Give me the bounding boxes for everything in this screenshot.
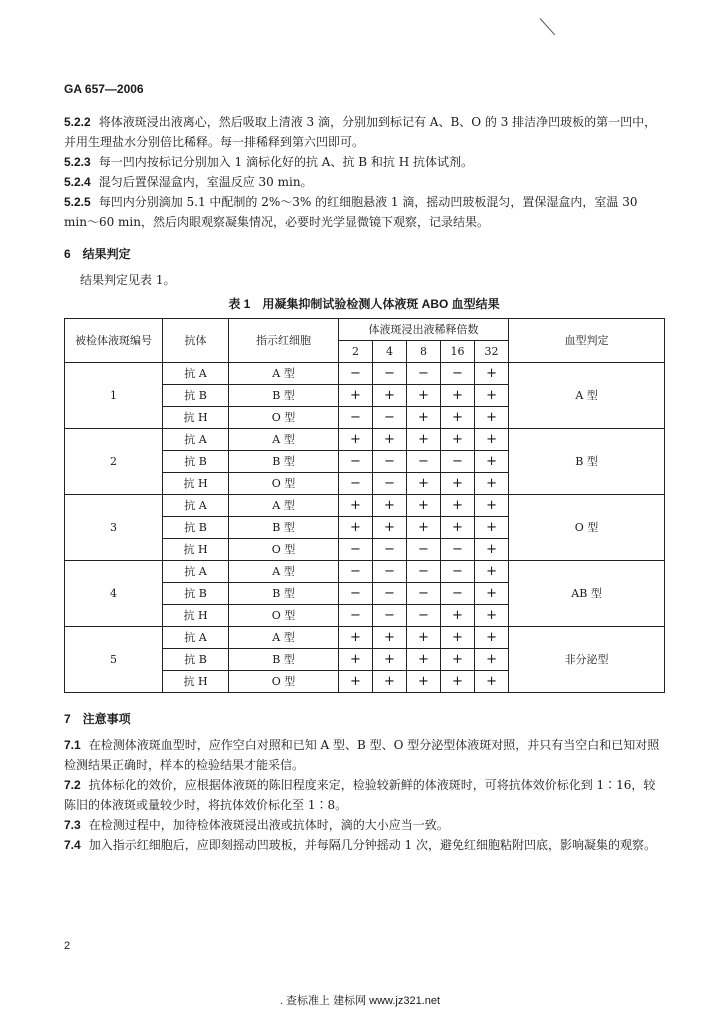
antibody-cell: 抗 H xyxy=(163,605,229,627)
clause-text: 将体液斑浸出液离心，然后吸取上清液 3 滴，分别加到标记有 A、B、O 的 3 排洁净凹玻板的第一凹中，并用生理盐水分别倍比稀释。每一排稀释到第六凹即可。 xyxy=(64,115,657,149)
agglutination-result-cell: + xyxy=(475,407,509,429)
header-sample: 被检体液斑编号 xyxy=(65,319,163,363)
clause-text: 在检测过程中，加待检体液斑浸出液或抗体时，滴的大小应当一致。 xyxy=(88,818,449,832)
clause-number: 5.2.5 xyxy=(64,195,91,209)
clause-number: 5.2.3 xyxy=(64,155,91,169)
header-dilution: 16 xyxy=(441,341,475,363)
table-row xyxy=(65,627,665,649)
agglutination-result-cell: + xyxy=(475,495,509,517)
table-body xyxy=(65,363,665,693)
sample-id-cell: 3 xyxy=(65,495,163,561)
indicator-cell: A 型 xyxy=(229,561,339,583)
clause-number: 7.3 xyxy=(64,818,81,832)
agglutination-result-cell: + xyxy=(339,517,373,539)
agglutination-result-cell: − xyxy=(441,451,475,473)
table-row xyxy=(65,429,665,451)
clause-number: 5.2.4 xyxy=(64,175,91,189)
agglutination-result-cell: − xyxy=(441,561,475,583)
indicator-cell: O 型 xyxy=(229,605,339,627)
blood-type-result-cell: O 型 xyxy=(509,495,665,561)
agglutination-result-cell: − xyxy=(339,561,373,583)
agglutination-result-cell: − xyxy=(339,407,373,429)
header-indicator: 指示红细胞 xyxy=(229,319,339,363)
sample-id-cell: 2 xyxy=(65,429,163,495)
clause-text: 每凹内分别滴加 5.1 中配制的 2%～3% 的红细胞悬液 1 滴，摇动凹玻板混匀，置保湿盒内，室温 30 min～60 min，然后肉眼观察凝集情况，必要时光学显微镜下观察，记录结果。 xyxy=(64,195,638,229)
agglutination-result-cell: + xyxy=(475,363,509,385)
agglutination-result-cell: + xyxy=(475,649,509,671)
clause-7-3 xyxy=(64,815,664,835)
agglutination-result-cell: + xyxy=(339,495,373,517)
agglutination-result-cell: + xyxy=(475,561,509,583)
agglutination-result-cell: − xyxy=(373,451,407,473)
agglutination-result-cell: − xyxy=(373,605,407,627)
antibody-cell: 抗 B xyxy=(163,517,229,539)
clause-5-2-3 xyxy=(64,152,664,172)
header-result: 血型判定 xyxy=(509,319,665,363)
page-content xyxy=(64,112,664,855)
table-row xyxy=(65,495,665,517)
agglutination-result-cell: + xyxy=(373,649,407,671)
agglutination-result-cell: + xyxy=(407,495,441,517)
clause-7-1 xyxy=(64,735,664,775)
agglutination-result-cell: − xyxy=(373,407,407,429)
agglutination-result-cell: − xyxy=(407,363,441,385)
agglutination-result-cell: + xyxy=(441,385,475,407)
table-caption: 表 1 用凝集抑制试验检测人体液斑 ABO 血型结果 xyxy=(228,297,500,311)
antibody-cell: 抗 A xyxy=(163,363,229,385)
indicator-cell: O 型 xyxy=(229,473,339,495)
clause-text: 在检测体液斑血型时，应作空白对照和已知 A 型、B 型、O 型分泌型体液斑对照，并只有当空白和已知对照检测结果正确时，样本的检验结果才能采信。 xyxy=(64,738,660,772)
agglutination-result-cell: + xyxy=(475,539,509,561)
agglutination-result-cell: + xyxy=(441,671,475,693)
clause-7-4 xyxy=(64,835,664,855)
standard-code: GA 657—2006 xyxy=(64,82,144,96)
antibody-cell: 抗 A xyxy=(163,627,229,649)
agglutination-result-cell: + xyxy=(339,385,373,407)
sample-id-cell: 1 xyxy=(65,363,163,429)
agglutination-result-cell: + xyxy=(339,649,373,671)
agglutination-result-cell: + xyxy=(407,649,441,671)
agglutination-result-cell: + xyxy=(339,429,373,451)
agglutination-result-cell: − xyxy=(441,363,475,385)
header-dilution: 2 xyxy=(339,341,373,363)
agglutination-result-cell: + xyxy=(339,627,373,649)
clause-5-2-4 xyxy=(64,172,664,192)
indicator-cell: B 型 xyxy=(229,451,339,473)
antibody-cell: 抗 H xyxy=(163,671,229,693)
agglutination-result-cell: + xyxy=(475,627,509,649)
indicator-cell: B 型 xyxy=(229,517,339,539)
agglutination-result-cell: + xyxy=(441,649,475,671)
agglutination-result-cell: + xyxy=(441,429,475,451)
antibody-cell: 抗 B xyxy=(163,451,229,473)
agglutination-result-cell: − xyxy=(407,583,441,605)
agglutination-result-cell: + xyxy=(475,517,509,539)
header-dilution: 4 xyxy=(373,341,407,363)
agglutination-result-cell: + xyxy=(373,517,407,539)
agglutination-result-cell: + xyxy=(339,671,373,693)
agglutination-result-cell: − xyxy=(373,561,407,583)
indicator-cell: O 型 xyxy=(229,671,339,693)
indicator-cell: A 型 xyxy=(229,495,339,517)
agglutination-result-cell: + xyxy=(475,451,509,473)
agglutination-result-cell: + xyxy=(373,495,407,517)
clause-text: 加入指示红细胞后，应即刻摇动凹玻板，并每隔几分钟摇动 1 次，避免红细胞粘附凹底，影响凝集的观察。 xyxy=(88,838,656,852)
antibody-cell: 抗 A xyxy=(163,429,229,451)
agglutination-result-cell: + xyxy=(441,407,475,429)
blood-type-result-cell: 非分泌型 xyxy=(509,627,665,693)
page-number: 2 xyxy=(64,940,71,952)
antibody-cell: 抗 H xyxy=(163,539,229,561)
antibody-cell: 抗 B xyxy=(163,583,229,605)
clause-text: 抗体标化的效价，应根据体液斑的陈旧程度来定，检验较新鲜的体液斑时，可将抗体效价标化到 1∶16，较陈旧的体液斑或量较少时，将抗体效价标化至 1∶8。 xyxy=(64,778,656,812)
agglutination-result-cell: + xyxy=(407,671,441,693)
agglutination-result-cell: + xyxy=(475,473,509,495)
footer-watermark: . 查标准上 建标网 www.jz321.net xyxy=(279,995,441,1007)
antibody-cell: 抗 H xyxy=(163,473,229,495)
scan-artifact-line xyxy=(540,18,555,35)
agglutination-result-cell: + xyxy=(441,473,475,495)
blood-type-result-cell: A 型 xyxy=(509,363,665,429)
header-dilution-group: 体液斑浸出液稀释倍数 xyxy=(339,319,509,341)
agglutination-result-cell: − xyxy=(339,451,373,473)
agglutination-result-cell: − xyxy=(441,539,475,561)
antibody-cell: 抗 A xyxy=(163,495,229,517)
section-6-text: 结果判定见表 1。 xyxy=(80,273,176,287)
table-row xyxy=(65,561,665,583)
agglutination-result-cell: − xyxy=(373,473,407,495)
clause-number: 7.1 xyxy=(64,738,81,752)
agglutination-result-cell: − xyxy=(407,451,441,473)
agglutination-result-cell: − xyxy=(407,605,441,627)
results-table xyxy=(64,318,665,693)
agglutination-result-cell: + xyxy=(475,671,509,693)
indicator-cell: B 型 xyxy=(229,583,339,605)
agglutination-result-cell: − xyxy=(407,561,441,583)
indicator-cell: A 型 xyxy=(229,429,339,451)
agglutination-result-cell: + xyxy=(407,385,441,407)
agglutination-result-cell: + xyxy=(475,605,509,627)
agglutination-result-cell: + xyxy=(475,429,509,451)
agglutination-result-cell: − xyxy=(339,539,373,561)
agglutination-result-cell: + xyxy=(407,407,441,429)
sample-id-cell: 4 xyxy=(65,561,163,627)
clause-text: 每一凹内按标记分别加入 1 滴标化好的抗 A、抗 B 和抗 H 抗体试剂。 xyxy=(98,155,473,169)
agglutination-result-cell: + xyxy=(407,473,441,495)
antibody-cell: 抗 B xyxy=(163,385,229,407)
antibody-cell: 抗 A xyxy=(163,561,229,583)
agglutination-result-cell: + xyxy=(407,627,441,649)
agglutination-result-cell: + xyxy=(407,429,441,451)
indicator-cell: B 型 xyxy=(229,385,339,407)
indicator-cell: O 型 xyxy=(229,539,339,561)
table-row xyxy=(65,363,665,385)
clause-7-2 xyxy=(64,775,664,815)
clause-text: 混匀后置保湿盒内，室温反应 30 min。 xyxy=(98,175,313,189)
agglutination-result-cell: + xyxy=(373,429,407,451)
agglutination-result-cell: + xyxy=(373,671,407,693)
agglutination-result-cell: − xyxy=(339,473,373,495)
agglutination-result-cell: + xyxy=(373,627,407,649)
agglutination-result-cell: + xyxy=(475,583,509,605)
indicator-cell: B 型 xyxy=(229,649,339,671)
agglutination-result-cell: − xyxy=(407,539,441,561)
agglutination-result-cell: − xyxy=(339,605,373,627)
agglutination-result-cell: + xyxy=(441,605,475,627)
agglutination-result-cell: − xyxy=(339,363,373,385)
agglutination-result-cell: − xyxy=(441,583,475,605)
table-header-row xyxy=(65,319,665,341)
header-dilution: 8 xyxy=(407,341,441,363)
header-dilution: 32 xyxy=(475,341,509,363)
indicator-cell: O 型 xyxy=(229,407,339,429)
section-6-heading: 6 结果判定 xyxy=(64,247,131,261)
indicator-cell: A 型 xyxy=(229,363,339,385)
indicator-cell: A 型 xyxy=(229,627,339,649)
section-7-heading: 7 注意事项 xyxy=(64,712,131,726)
blood-type-result-cell: AB 型 xyxy=(509,561,665,627)
blood-type-result-cell: B 型 xyxy=(509,429,665,495)
agglutination-result-cell: − xyxy=(373,583,407,605)
antibody-cell: 抗 H xyxy=(163,407,229,429)
agglutination-result-cell: + xyxy=(441,627,475,649)
clause-number: 7.2 xyxy=(64,778,81,792)
sample-id-cell: 5 xyxy=(65,627,163,693)
agglutination-result-cell: − xyxy=(373,363,407,385)
agglutination-result-cell: + xyxy=(475,385,509,407)
agglutination-result-cell: + xyxy=(441,495,475,517)
agglutination-result-cell: − xyxy=(373,539,407,561)
agglutination-result-cell: + xyxy=(441,517,475,539)
clause-5-2-5 xyxy=(64,192,664,232)
header-antibody: 抗体 xyxy=(163,319,229,363)
antibody-cell: 抗 B xyxy=(163,649,229,671)
agglutination-result-cell: + xyxy=(373,385,407,407)
agglutination-result-cell: − xyxy=(339,583,373,605)
clause-5-2-2 xyxy=(64,112,664,152)
agglutination-result-cell: + xyxy=(407,517,441,539)
clause-number: 5.2.2 xyxy=(64,115,91,129)
clause-number: 7.4 xyxy=(64,838,81,852)
